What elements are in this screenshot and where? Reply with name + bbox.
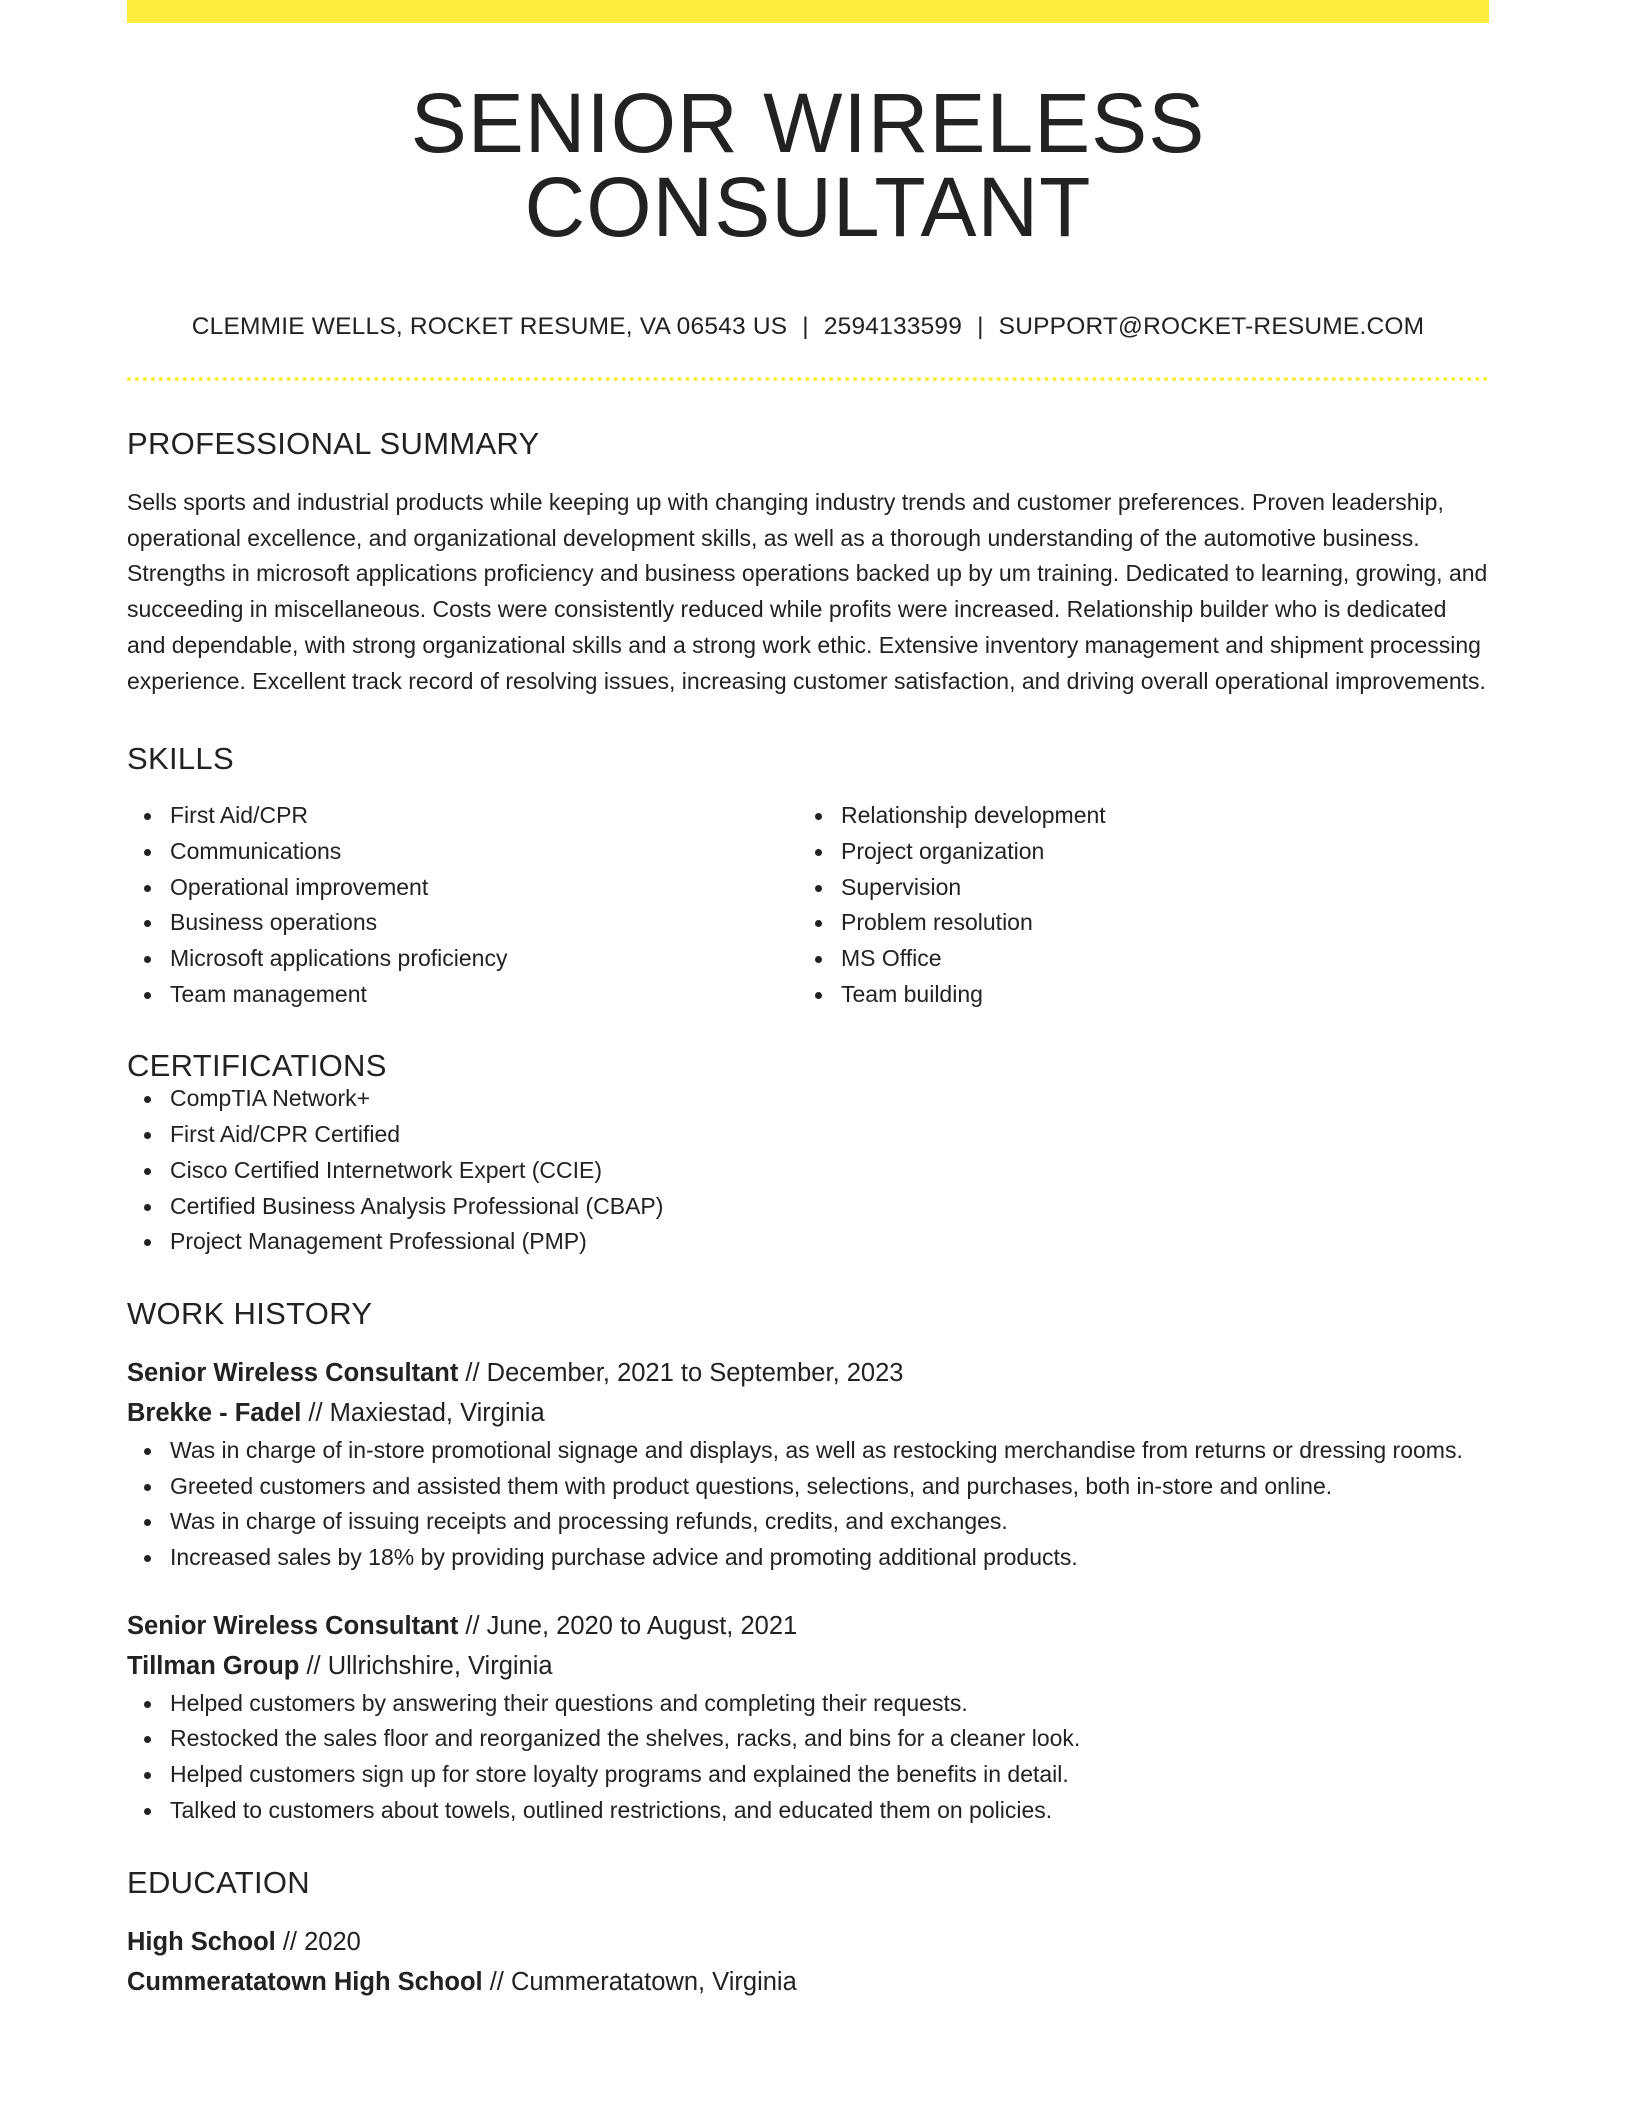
education-year: // 2020	[275, 1927, 361, 1956]
job-company-line	[127, 1393, 1489, 1433]
job-duty: Helped customers by answering their questions and completing their requests.	[127, 1686, 1489, 1722]
job-duty: Was in charge of in-store promotional signage and displays, as well as restocking merchandise from returns or dressing rooms.	[127, 1433, 1489, 1469]
job-entry	[127, 1353, 1489, 1576]
skill-item: Supervision	[798, 870, 1469, 906]
resume-title: SENIOR WIRELESS CONSULTANT	[410, 76, 1206, 254]
education-school-line	[127, 1962, 1489, 2002]
job-title: Senior Wireless Consultant	[127, 1611, 459, 1640]
certifications-heading: CERTIFICATIONS	[127, 1048, 387, 1084]
certification-item: First Aid/CPR Certified	[127, 1117, 1489, 1153]
skill-item: Operational improvement	[127, 870, 798, 906]
contact-separator: |	[977, 313, 984, 340]
skill-item: Project organization	[798, 834, 1469, 870]
skills-column-right	[798, 798, 1469, 1012]
job-duty: Greeted customers and assisted them with product questions, selections, and purchases, both in-store and online.	[127, 1469, 1489, 1505]
job-company-line	[127, 1646, 1489, 1686]
skills-list-right	[798, 798, 1469, 1012]
certification-item: Cisco Certified Internetwork Expert (CCIE)	[127, 1153, 1489, 1189]
skill-item: First Aid/CPR	[127, 798, 798, 834]
job-company: Tillman Group	[127, 1651, 300, 1680]
job-duty: Talked to customers about towels, outlined restrictions, and educated them on policies.	[127, 1793, 1489, 1829]
job-location: // Ullrichshire, Virginia	[299, 1651, 553, 1680]
job-duties-list	[127, 1686, 1489, 1829]
skill-item: MS Office	[798, 941, 1469, 977]
job-company: Brekke - Fadel	[127, 1398, 302, 1427]
job-duty: Restocked the sales floor and reorganized the shelves, racks, and bins for a cleaner look.	[127, 1721, 1489, 1757]
skill-item: Communications	[127, 834, 798, 870]
work-history-heading: WORK HISTORY	[127, 1295, 373, 1331]
certification-item: Certified Business Analysis Professional (CBAP)	[127, 1189, 1489, 1225]
contact-address: CLEMMIE WELLS, ROCKET RESUME, VA 06543 US	[191, 313, 788, 340]
job-duty: Helped customers sign up for store loyalty programs and explained the benefits in detail.	[127, 1757, 1489, 1793]
header-divider	[127, 377, 1489, 381]
contact-email: SUPPORT@ROCKET-RESUME.COM	[998, 313, 1425, 340]
job-title-line	[127, 1353, 1489, 1393]
certification-item: CompTIA Network+	[127, 1081, 1489, 1117]
skill-item: Relationship development	[798, 798, 1469, 834]
education-degree-line	[127, 1922, 1489, 1962]
accent-top-bar	[127, 0, 1489, 23]
certification-item: Project Management Professional (PMP)	[127, 1224, 1489, 1260]
job-duties-list	[127, 1433, 1489, 1576]
resume-page	[127, 0, 1489, 2002]
summary-text: Sells sports and industrial products while keeping up with changing industry trends and customer preferences. Proven leadership, operational excellence, and organizational development skills, as well as a thorough understanding of the automotive business. Strengths in microsoft applications proficiency and business operations backed up by um training. Dedicated to learning, growing, and succeeding in miscellaneous. Costs were consistently reduced while profits were increased. Relationship builder who is dedicated and dependable, with strong organizational skills and a strong work ethic. Extensive inventory management and shipment processing experience. Excellent track record of resolving issues, increasing customer satisfaction, and driving overall operational improvements.	[127, 489, 1488, 694]
summary-heading: PROFESSIONAL SUMMARY	[127, 426, 540, 461]
skills-columns	[127, 798, 1489, 1012]
job-duty: Increased sales by 18% by providing purchase advice and promoting additional products.	[127, 1540, 1489, 1576]
contact-separator: |	[802, 313, 809, 340]
education-location: // Cummeratatown, Virginia	[482, 1967, 797, 1996]
contact-line	[127, 313, 1489, 341]
job-entry	[127, 1606, 1489, 1829]
skills-list-left	[127, 798, 798, 1012]
education-school: Cummeratatown High School	[127, 1967, 483, 1996]
skill-item: Microsoft applications proficiency	[127, 941, 798, 977]
skill-item: Problem resolution	[798, 905, 1469, 941]
education-degree: High School	[127, 1927, 276, 1956]
skill-item: Team building	[798, 977, 1469, 1013]
education-heading: EDUCATION	[127, 1864, 310, 1900]
education-entry	[127, 1922, 1489, 2002]
job-duty: Was in charge of issuing receipts and processing refunds, credits, and exchanges.	[127, 1504, 1489, 1540]
job-dates: // June, 2020 to August, 2021	[458, 1611, 798, 1640]
skill-item: Business operations	[127, 905, 798, 941]
certifications-list	[127, 1081, 1489, 1260]
job-dates: // December, 2021 to September, 2023	[458, 1358, 904, 1387]
job-title-line	[127, 1606, 1489, 1646]
skill-item: Team management	[127, 977, 798, 1013]
skills-heading: SKILLS	[127, 741, 234, 777]
skills-column-left	[127, 798, 798, 1012]
job-title: Senior Wireless Consultant	[127, 1358, 459, 1387]
job-location: // Maxiestad, Virginia	[301, 1398, 545, 1427]
contact-phone: 2594133599	[823, 313, 963, 340]
